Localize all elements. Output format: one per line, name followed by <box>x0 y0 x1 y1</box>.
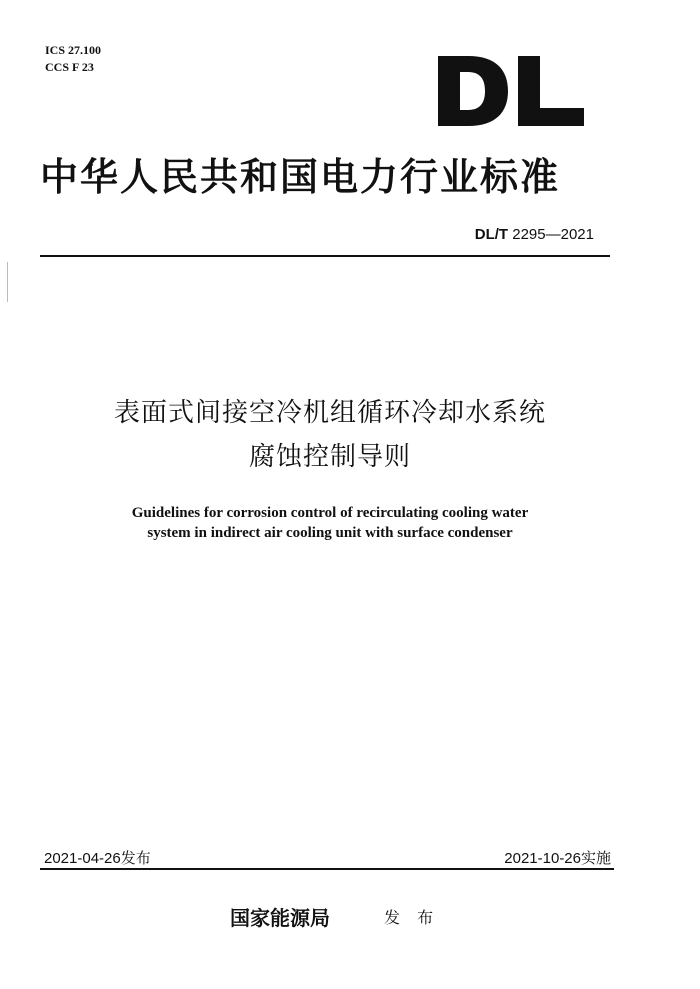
logo-letter-d <box>438 56 508 126</box>
standard-number <box>475 226 594 243</box>
ics-code: ICS 27.100 <box>45 43 102 57</box>
publish-date: 2021-04-26发布 <box>44 850 151 867</box>
title-en-line2: system in indirect air cooling unit with surface condenser <box>147 525 513 541</box>
issuing-body-title: 中华人民共和国电力行业标准 <box>40 154 561 199</box>
title-cn-line1: 表面式间接空冷机组循环冷却水系统 <box>113 398 546 428</box>
effective-date: 2021-10-26实施 <box>504 850 611 867</box>
dl-logo <box>438 56 584 126</box>
title-cn-line2: 腐蚀控制导则 <box>248 442 411 472</box>
standard-code: 2295—2021 <box>512 226 594 243</box>
title-en-line1: Guidelines for corrosion control of recirculating cooling water <box>131 505 529 521</box>
publisher-action: 发 布 <box>384 908 440 927</box>
classification-codes <box>45 42 101 76</box>
logo-letter-l <box>518 56 584 126</box>
header-divider <box>40 255 610 257</box>
standard-prefix: DL/T <box>474 226 509 243</box>
ccs-code: CCS F 23 <box>45 60 94 74</box>
scan-margin-mark <box>7 262 8 302</box>
publisher-name: 国家能源局 <box>230 906 330 930</box>
footer-divider <box>40 868 614 870</box>
